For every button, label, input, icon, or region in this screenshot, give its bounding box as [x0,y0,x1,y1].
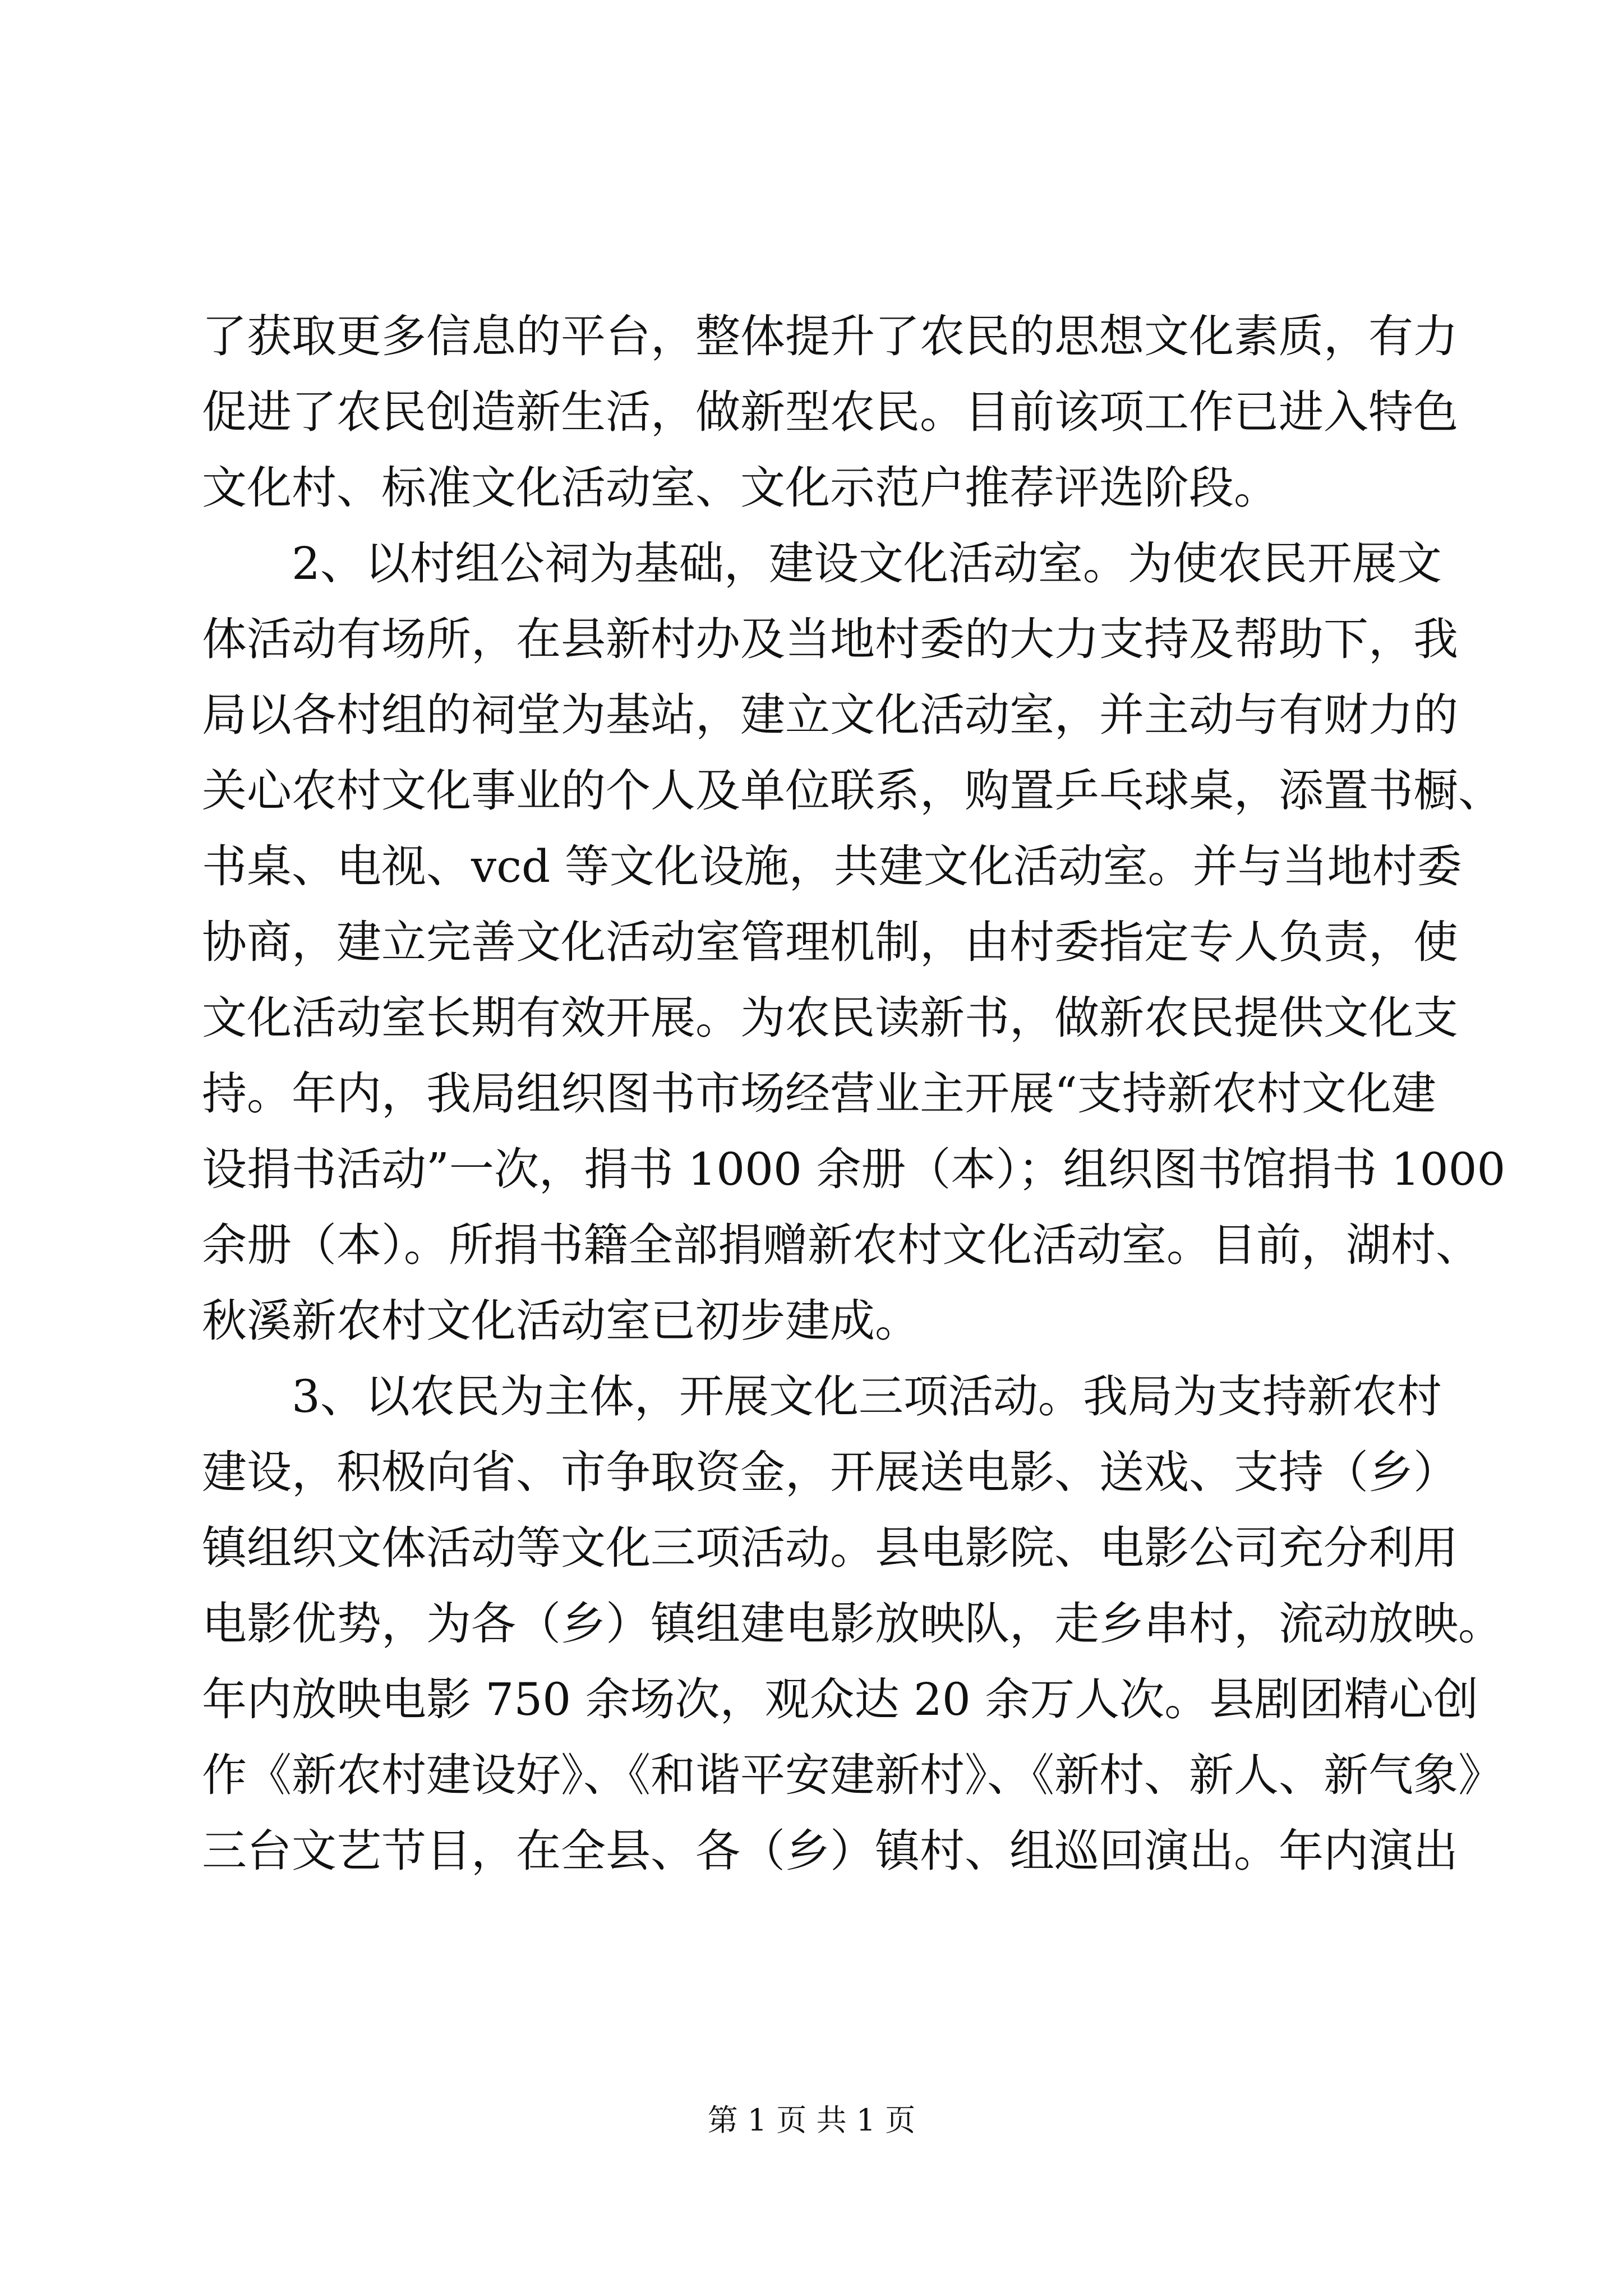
text-line-2: 促进了农民创造新生活，做新型农民。目前该项工作已进入特色 [202,386,1458,438]
text-line-6: 局以各村组的祠堂为基站，建立文化活动室，并主动与有财力的 [202,689,1458,741]
text-line-1: 了获取更多信息的平台，整体提升了农民的思想文化素质，有力 [202,310,1458,362]
text-line-19: 年内放映电影 750 余场次，观众达 20 余万人次。县剧团精心创 [202,1673,1479,1726]
text-line-7: 关心农村文化事业的个人及单位联系，购置乒乓球桌，添置书橱、 [202,765,1503,817]
text-line-15: 3、以农民为主体，开展文化三项活动。我局为支持新农村 [292,1370,1442,1423]
text-line-9: 协商，建立完善文化活动室管理机制，由村委指定专人负责，使 [202,916,1458,968]
text-line-13: 余册（本）。所捐书籍全部捐赠新农村文化活动室。目前，湖村、 [202,1219,1481,1271]
text-line-18: 电影优势，为各（乡）镇组建电影放映队，走乡串村，流动放映。 [202,1598,1503,1650]
page-footer: 第 1 页 共 1 页 [707,2102,916,2138]
text-line-10: 文化活动室长期有效开展。为农民读新书，做新农民提供文化支 [202,992,1458,1044]
text-line-14: 秋溪新农村文化活动室已初步建成。 [202,1295,920,1347]
text-line-11: 持。年内，我局组织图书市场经营业主开展“支持新农村文化建 [202,1068,1436,1120]
text-line-4: 2、以村组公祠为基础，建设文化活动室。为使农民开展文 [292,537,1442,590]
text-line-5: 体活动有场所，在县新村办及当地村委的大力支持及帮助下，我 [202,613,1458,665]
text-line-12: 设捐书活动”一次，捐书 1000 余册（本）；组织图书馆捐书 1000 [202,1143,1506,1195]
text-line-3: 文化村、标准文化活动室、文化示范户推荐评选阶段。 [202,462,1279,514]
text-line-20: 作《新农村建设好》、《和谐平安建新村》、《新村、新人、新气象》 [202,1749,1503,1801]
text-line-16: 建设，积极向省、市争取资金，开展送电影、送戏、支持（乡） [202,1446,1458,1498]
text-line-21: 三台文艺节目，在全县、各（乡）镇村、组巡回演出。年内演出 [202,1825,1458,1877]
text-line-8: 书桌、电视、vcd 等文化设施，共建文化活动室。并与当地村委 [202,840,1462,892]
text-line-17: 镇组织文体活动等文化三项活动。县电影院、电影公司充分利用 [202,1522,1458,1574]
